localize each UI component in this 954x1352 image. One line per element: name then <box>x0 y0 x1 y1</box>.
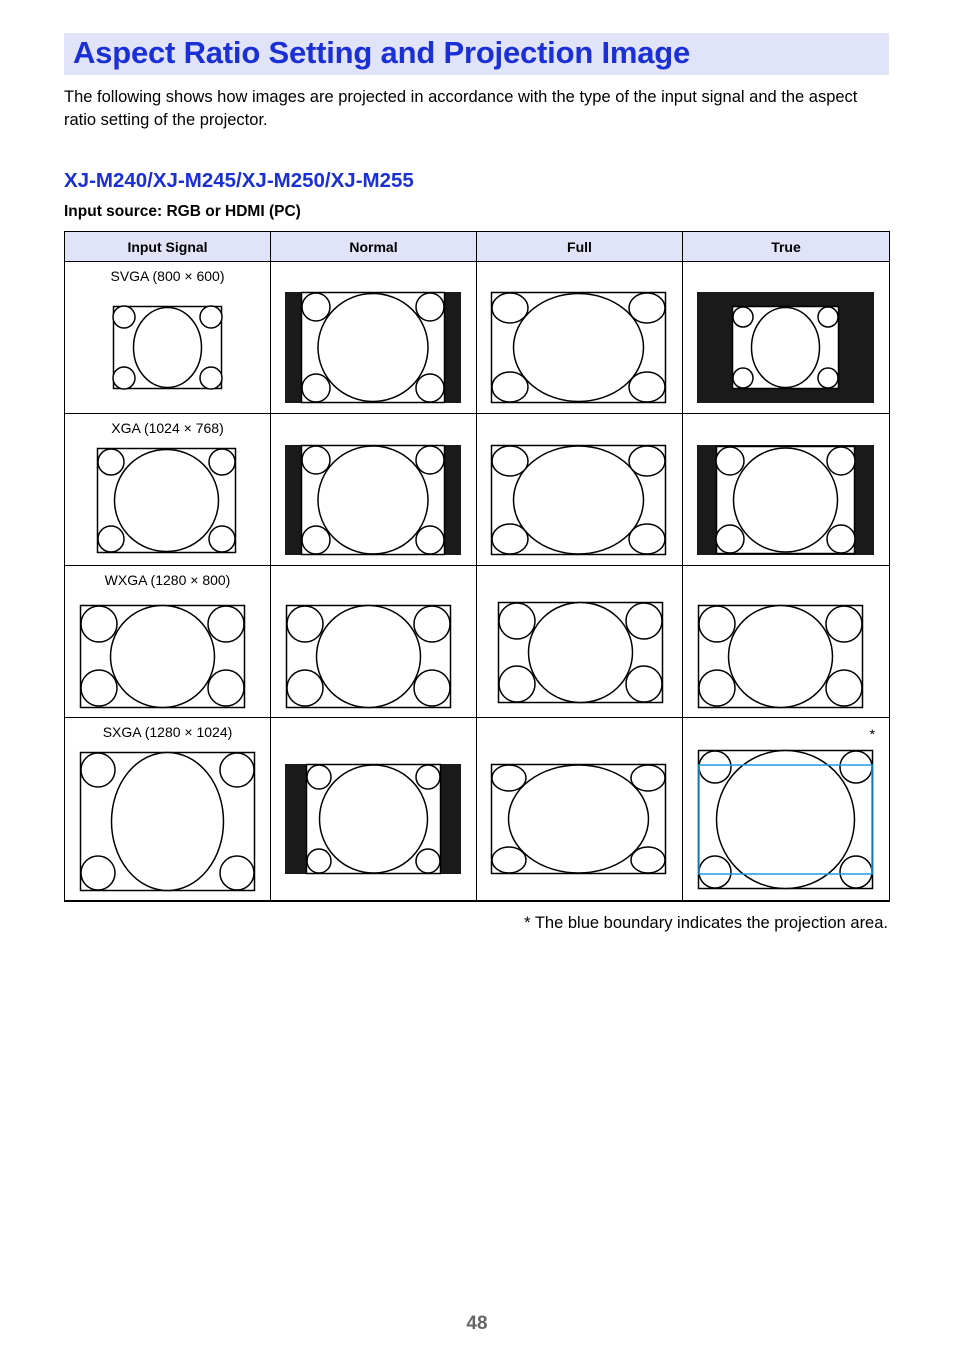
cell-signal <box>65 414 271 566</box>
title-bar <box>64 33 889 75</box>
test-pattern-svga-source <box>65 262 271 414</box>
aspect-ratio-table <box>64 231 890 902</box>
table-row <box>65 566 890 718</box>
test-pattern-svga-true <box>683 262 890 414</box>
cell-full <box>477 566 683 718</box>
test-pattern-xga-true <box>683 414 890 566</box>
header-true: True <box>683 232 890 262</box>
table-row <box>65 262 890 414</box>
intro-paragraph: The following shows how images are projected in accordance with the type of the input signal and the aspect ratio setting of the projector. <box>64 88 858 129</box>
table-row <box>65 414 890 566</box>
projection-area-note-marker: * <box>869 726 875 742</box>
cell-signal <box>65 566 271 718</box>
cell-normal <box>271 718 477 902</box>
cell-true <box>683 414 890 566</box>
test-pattern-xga-normal <box>271 414 477 566</box>
test-pattern-sxga-normal <box>271 718 477 902</box>
signal-label: SXGA (1280 × 1024) <box>102 724 233 740</box>
test-pattern-wxga-true <box>683 566 890 718</box>
cell-true <box>683 718 890 902</box>
table-header-row <box>65 232 890 262</box>
test-pattern-wxga-source <box>65 566 271 718</box>
cell-full <box>477 718 683 902</box>
cell-true <box>683 262 890 414</box>
test-pattern-sxga-full <box>477 718 683 902</box>
cell-normal <box>271 566 477 718</box>
header-full: Full <box>477 232 683 262</box>
header-input-signal: Input Signal <box>65 232 271 262</box>
test-pattern-svga-full <box>477 262 683 414</box>
cell-full <box>477 262 683 414</box>
model-heading: XJ-M240/XJ-M245/XJ-M250/XJ-M255 <box>64 169 414 192</box>
test-pattern-wxga-normal <box>271 566 477 718</box>
signal-label: WXGA (1280 × 800) <box>104 572 231 588</box>
cell-normal <box>271 262 477 414</box>
footnote: * The blue boundary indicates the projection area. <box>524 914 888 932</box>
test-pattern-wxga-full <box>477 566 683 718</box>
cell-signal <box>65 262 271 414</box>
test-pattern-xga-source <box>65 414 271 566</box>
test-pattern-xga-full <box>477 414 683 566</box>
cell-true <box>683 566 890 718</box>
table-row <box>65 718 890 902</box>
test-pattern-sxga-true <box>683 718 890 902</box>
cell-full <box>477 414 683 566</box>
header-normal: Normal <box>271 232 477 262</box>
cell-signal <box>65 718 271 902</box>
test-pattern-svga-normal <box>271 262 477 414</box>
input-source-label: Input source: RGB or HDMI (PC) <box>64 203 301 220</box>
test-pattern-sxga-source <box>65 718 271 902</box>
cell-normal <box>271 414 477 566</box>
signal-label: XGA (1024 × 768) <box>111 420 224 436</box>
page-title: Aspect Ratio Setting and Projection Image <box>73 35 691 70</box>
page-number: 48 <box>466 1313 488 1334</box>
signal-label: SVGA (800 × 600) <box>110 268 225 284</box>
